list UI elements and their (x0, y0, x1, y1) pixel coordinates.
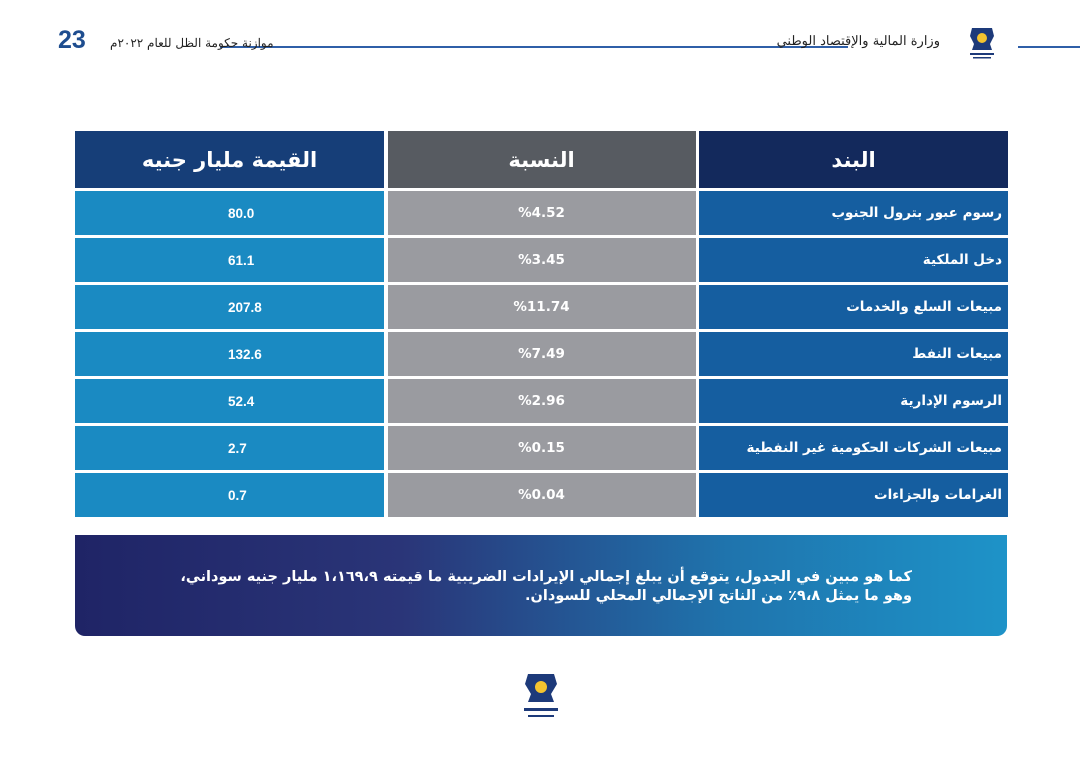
row-value: 80.0 (75, 191, 384, 235)
row-percent: %0.04 (388, 473, 696, 517)
footer-logo-icon (512, 670, 570, 725)
header-percent: النسبة (388, 131, 696, 188)
summary-line-2: وهو ما يمثل ٩،٨٪ من الناتج الإجمالي المحلي للسودان. (525, 588, 912, 604)
row-value: 61.1 (75, 238, 384, 282)
table-row (75, 238, 1008, 282)
header-item: البند (699, 131, 1008, 188)
row-value: 52.4 (75, 379, 384, 423)
row-value: 2.7 (75, 426, 384, 470)
row-percent: %0.15 (388, 426, 696, 470)
table-row (75, 379, 1008, 423)
summary-line-1: كما هو مبين في الجدول، يتوقع أن يبلغ إجمالي الإيرادات الضريبية ما قيمته ١،١٦٩،٩ مليار جنيه سوداني، (180, 569, 912, 585)
table-header-row (75, 131, 1008, 188)
row-value: 132.6 (75, 332, 384, 376)
row-item: مبيعات الشركات الحكومية غير النفطية (699, 426, 1008, 470)
row-value: 207.8 (75, 285, 384, 329)
table-row (75, 332, 1008, 376)
table-row (75, 285, 1008, 329)
row-percent: %4.52 (388, 191, 696, 235)
row-item: رسوم عبور بترول الجنوب (699, 191, 1008, 235)
summary-box (75, 535, 1007, 636)
row-percent: %11.74 (388, 285, 696, 329)
row-percent: %3.45 (388, 238, 696, 282)
table-row (75, 426, 1008, 470)
row-item: الغرامات والجزاءات (699, 473, 1008, 517)
row-item: دخل الملكية (699, 238, 1008, 282)
page-number: 23 (58, 26, 86, 54)
header-value: القيمة مليار جنيه (75, 131, 384, 188)
ministry-title: وزارة المالية والإقتصاد الوطني (776, 34, 940, 49)
revenue-table (75, 131, 1008, 520)
table-row (75, 191, 1008, 235)
row-item: مبيعات النفط (699, 332, 1008, 376)
party-logo-icon (966, 24, 998, 60)
row-item: الرسوم الإدارية (699, 379, 1008, 423)
table-row (75, 473, 1008, 517)
header-line-left (220, 46, 848, 48)
header-line-right (1018, 46, 1080, 48)
budget-title: موازنة حكومة الظل للعام ٢٠٢٢م (110, 36, 274, 50)
row-percent: %2.96 (388, 379, 696, 423)
row-item: مبيعات السلع والخدمات (699, 285, 1008, 329)
row-percent: %7.49 (388, 332, 696, 376)
row-value: 0.7 (75, 473, 384, 517)
